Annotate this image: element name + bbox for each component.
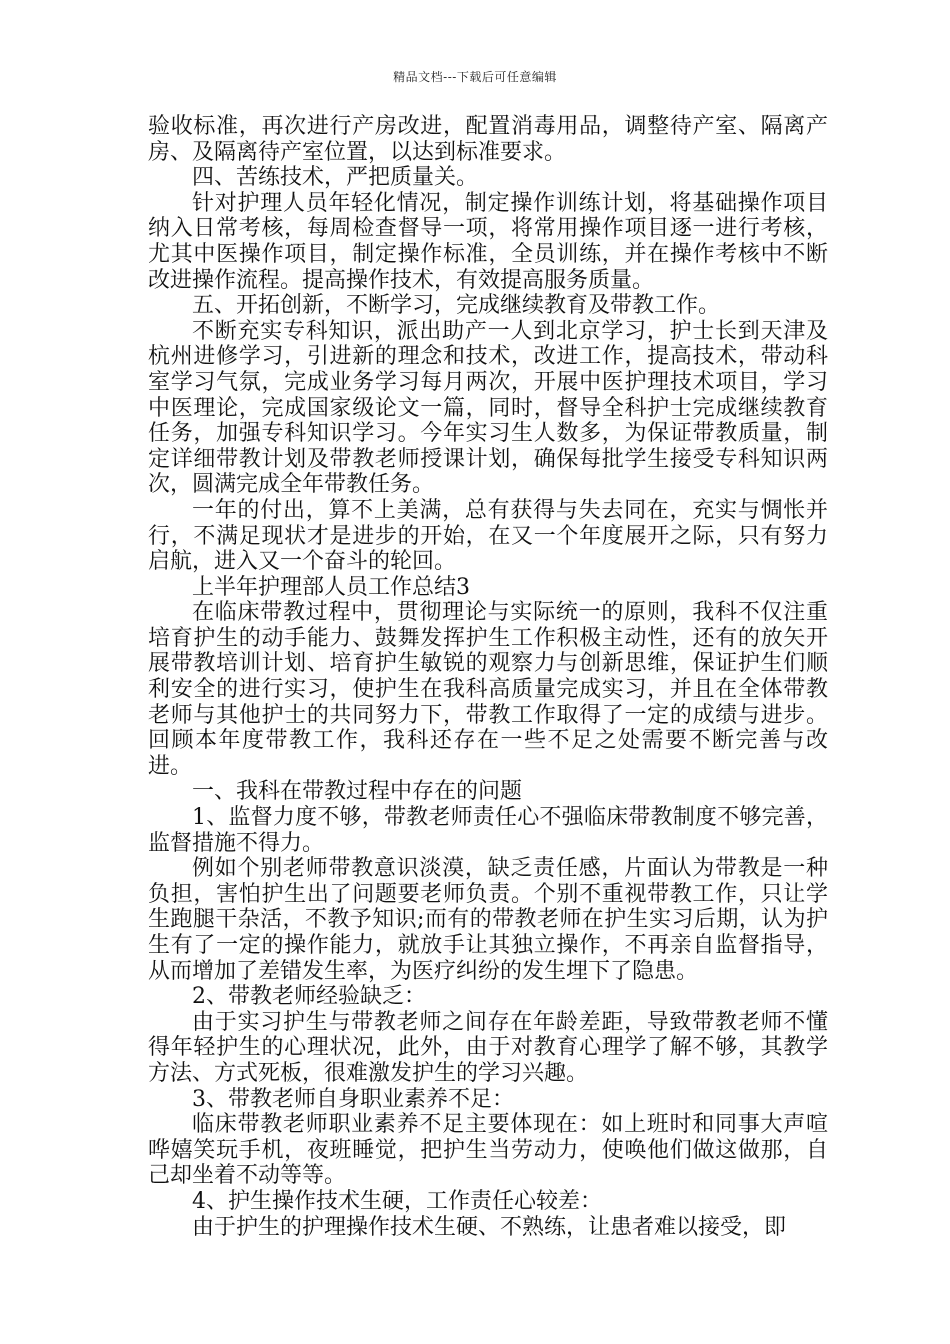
paragraph: 由于实习护生与带教老师之间存在年龄差距，导致带教老师不懂得年轻护生的心理状况，此外，由于对教育心理学了解不够，其教学方法、方式死板，很难激发护生的学习兴趣。 xyxy=(148,1009,828,1086)
list-item: 4、护生操作技术生硬，工作责任心较差： xyxy=(192,1188,602,1214)
paragraph: 临床带教老师职业素养不足主要体现在：如上班时和同事大声喧哗嬉笑玩手机，夜班睡觉，把护生当劳动力，使唤他们做这做那，自己却坐着不动等等。 xyxy=(148,1112,828,1189)
list-item: 1、监督力度不够，带教老师责任心不强临床带教制度不够完善，监督措施不得力。 xyxy=(148,805,828,856)
section-heading: 五、开拓创新，不断学习，完成继续教育及带教工作。 xyxy=(192,293,721,319)
paragraph: 由于护生的护理操作技术生硬、不熟练，让患者难以接受，即 xyxy=(192,1214,787,1240)
page-header: 精品文档---下载后可任意编辑 xyxy=(393,70,557,84)
paragraph: 例如个别老师带教意识淡漠，缺乏责任感，片面认为带教是一种负担，害怕护生出了问题要老师负责。个别不重视带教工作，只让学生跑腿干杂活，不教予知识;而有的带教老师在护生实习后期，认为护生有了一定的操作能力，就放手让其独立操作，不再亲自监督指导，从而增加了差错发生率，为医疗纠纷的发生埋下了隐患。 xyxy=(148,856,828,984)
section-heading: 四、苦练技术，严把质量关。 xyxy=(192,165,479,191)
document-subtitle: 上半年护理部人员工作总结3 xyxy=(192,574,470,600)
document-body xyxy=(148,114,828,1240)
paragraph: 一年的付出，算不上美满，总有获得与失去同在，充实与惆怅并行，不满足现状才是进步的开始，在又一个年度展开之际，只有努力启航，进入又一个奋斗的轮回。 xyxy=(148,497,828,575)
paragraph: 不断充实专科知识，派出助产一人到北京学习，护士长到天津及杭州进修学习，引进新的理念和技术，改进工作，提高技术，带动科室学习气氛，完成业务学习每月两次，开展中医护理技术项目，学习中医理论，完成国家级论文一篇，同时，督导全科护士完成继续教育任务，加强专科知识学习。今年实习生人数多，为保证带教质量，制定详细带教计划及带教老师授课计划，确保每批学生接受专科知识两次，圆满完成全年带教任务。 xyxy=(148,318,828,498)
paragraph: 验收标准，再次进行产房改进，配置消毒用品，调整待产室、隔离产房、及隔离待产室位置，以达到标准要求。 xyxy=(148,114,828,165)
paragraph: 针对护理人员年轻化情况，制定操作训练计划，将基础操作项目纳入日常考核，每周检查督导一项，将常用操作项目逐一进行考核，尤其中医操作项目，制定操作标准，全员训练，并在操作考核中不断改进操作流程。提高操作技术，有效提高服务质量。 xyxy=(148,190,828,293)
list-item: 2、带教老师经验缺乏： xyxy=(192,984,426,1010)
paragraph: 在临床带教过程中，贯彻理论与实际统一的原则，我科不仅注重培育护生的动手能力、鼓舞发挥护生工作积极主动性，还有的放矢开展带教培训计划、培育护生敏锐的观察力与创新思维，保证护生们顺利安全的进行实习，使护生在我科高质量完成实习，并且在全体带教老师与其他护士的共同努力下，带教工作取得了一定的成绩与进步。回顾本年度带教工作，我科还存在一些不足之处需要不断完善与改进。 xyxy=(148,600,828,779)
section-heading: 一、我科在带教过程中存在的问题 xyxy=(192,779,523,805)
list-item: 3、带教老师自身职业素养不足： xyxy=(192,1086,514,1112)
